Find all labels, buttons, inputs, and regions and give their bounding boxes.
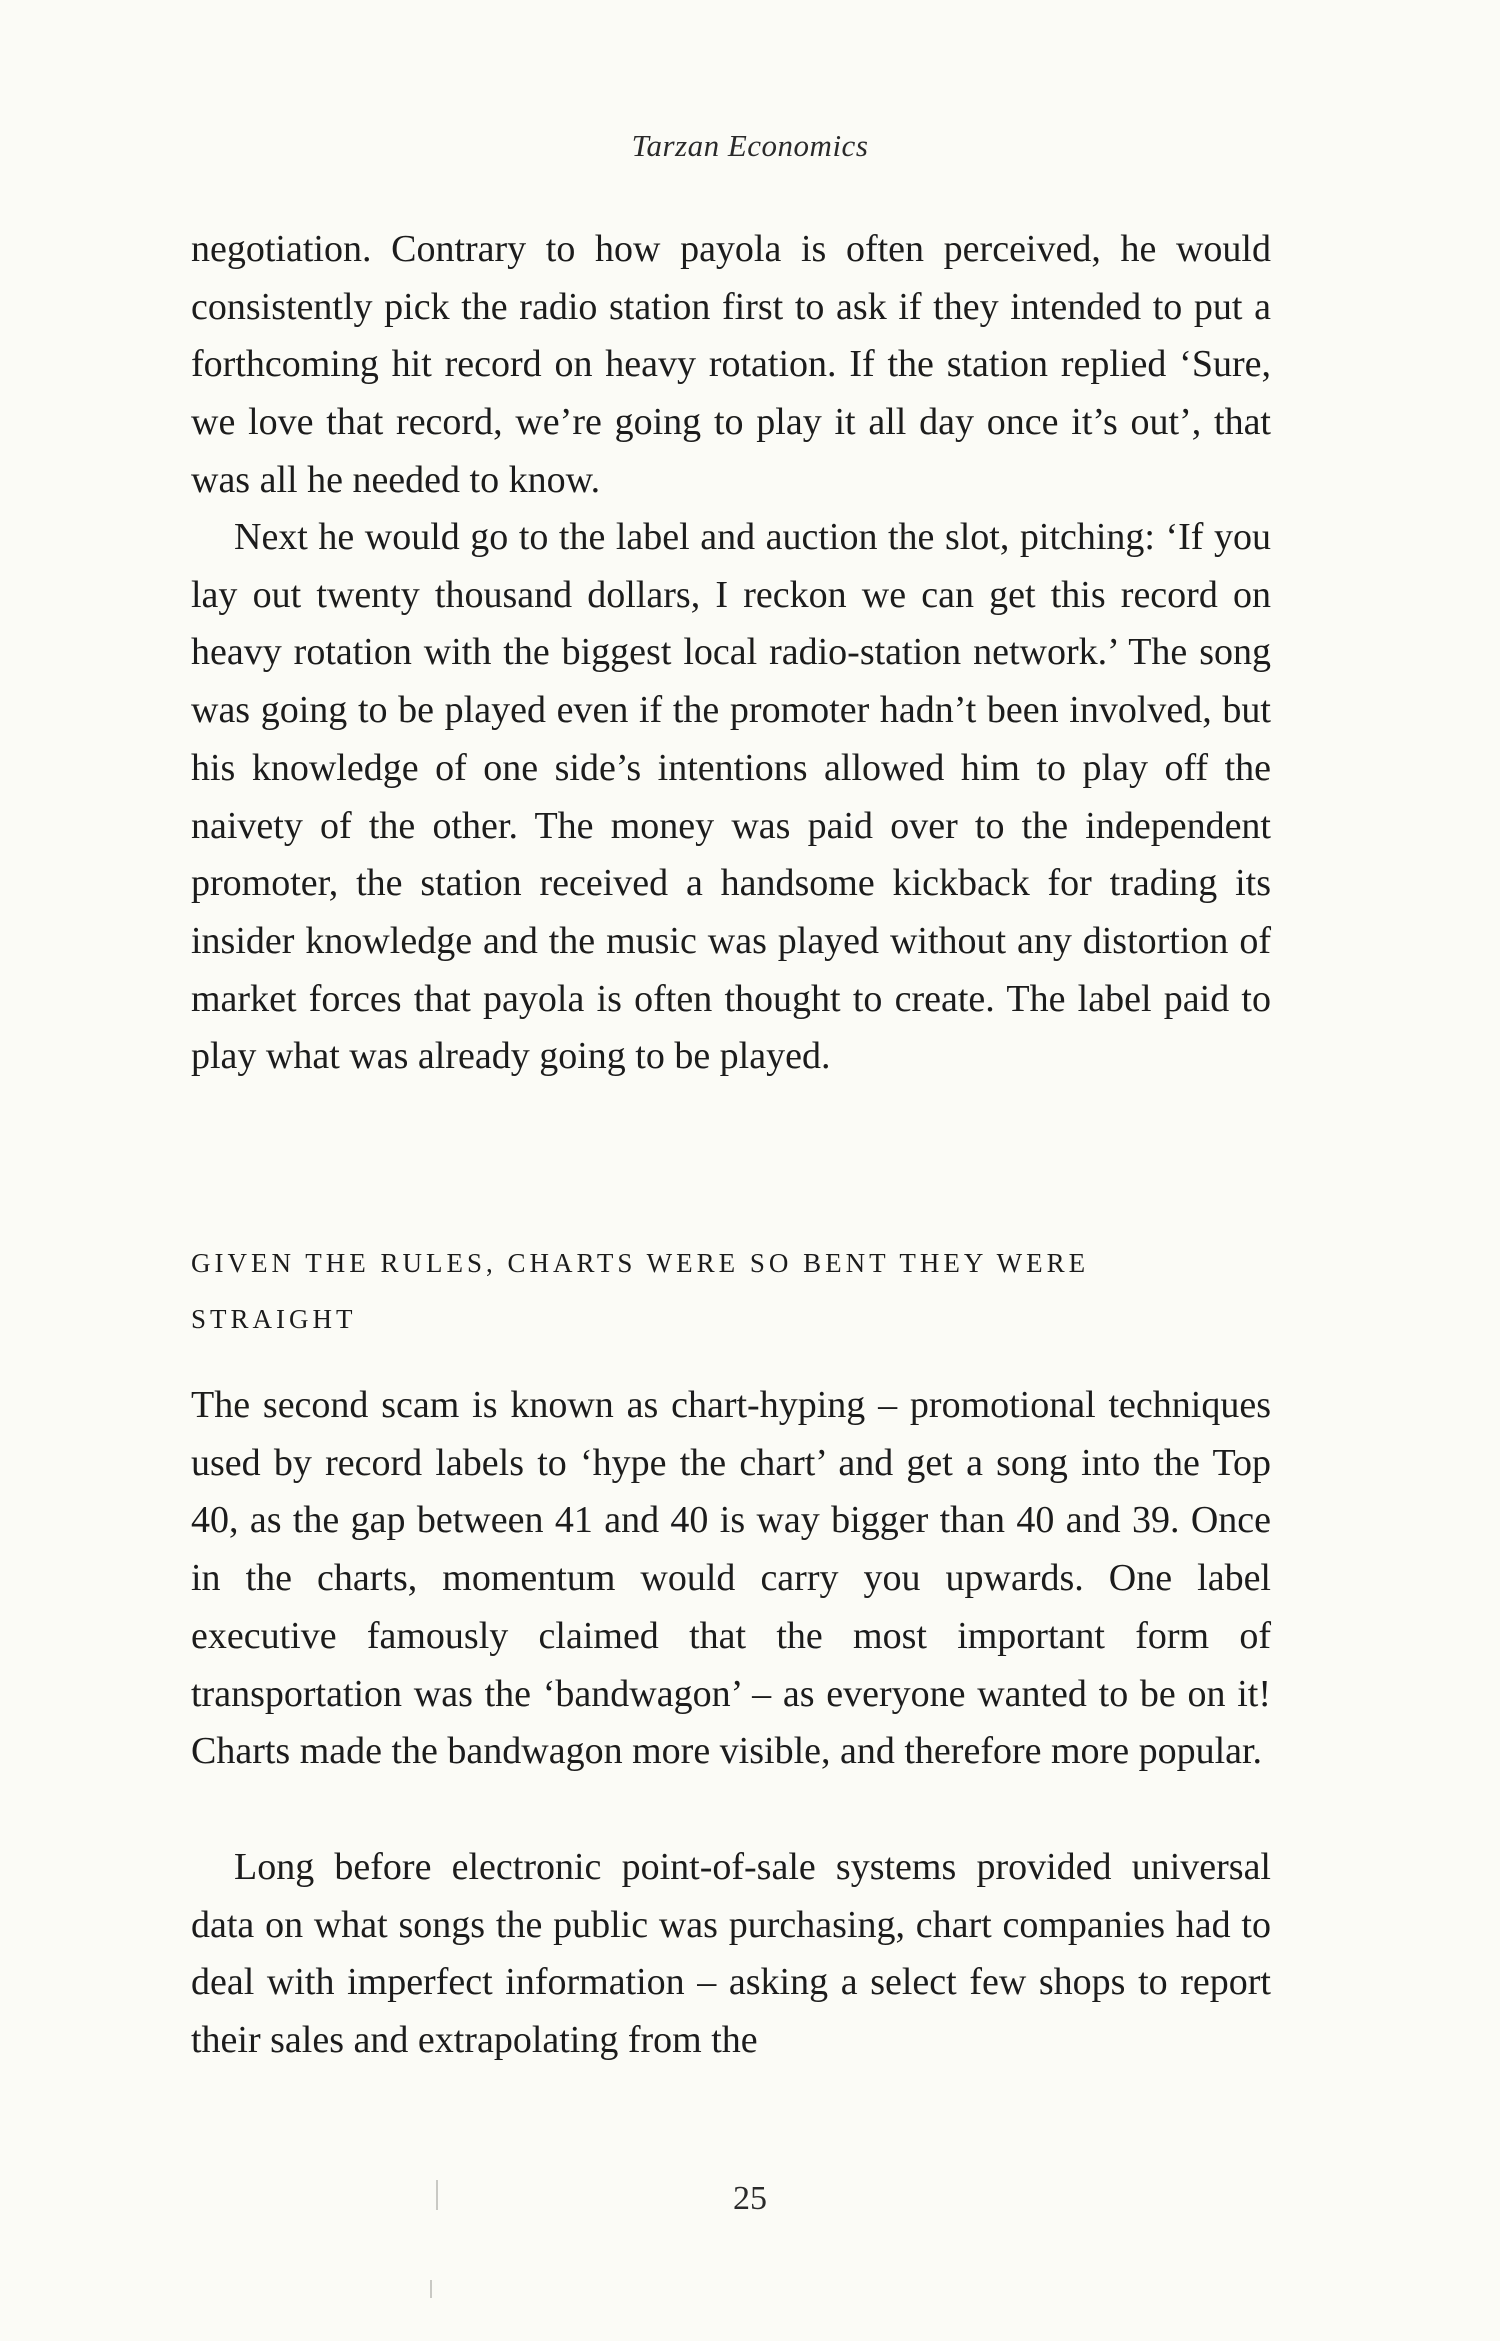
paragraph-2: Next he would go to the label and auction the slot, pitching: ‘If you lay out twenty thousand dollars, I reckon we can get this record on heavy rotation with the biggest local radio-station network.’ The song was going to be played even if the promoter hadn’t been involved, but his knowledge of one side’s intentions allowed him to play off the naivety of the other. The money was paid over to the independent promoter, the station received a handsome kickback for trading its insider knowledge and the music was played without any distortion of market forces that payola is often thought to create. The label paid to play what was already going to be played. [191, 516, 1271, 1078]
page-number: 25 [733, 2180, 767, 2217]
scan-mark [430, 2280, 432, 2298]
scan-mark [436, 2180, 438, 2210]
paragraph-1: negotiation. Contrary to how payola is often perceived, he would consistently pick the radio station first to ask if they intended to put a forthcoming hit record on heavy rotation. If the station replied ‘Sure, we love that record, we’re going to play it all day once it’s out’, that was all he needed to know. [191, 228, 1271, 501]
paragraph-3: The second scam is known as chart-hyping – promotional techniques used by record labels to ‘hype the chart’ and get a song into the Top 40, as the gap between 41 and 40 is way bigger than 40 and 39. Once in the charts, momentum would carry you upwards. One label executive famously claimed that the most important form of transportation was the ‘bandwagon’ – as everyone wanted to be on it! Charts made the bandwagon more visible, and therefore more popular. [191, 1384, 1271, 1773]
section-heading: GIVEN THE RULES, CHARTS WERE SO BENT THEY WERE STRAIGHT [191, 1248, 1090, 1334]
running-head: Tarzan Economics [631, 128, 869, 163]
paragraph-4: Long before electronic point-of-sale systems provided universal data on what songs the public was purchasing, chart companies had to deal with imperfect information – asking a select few shops to report their sales and extrapolating from the [191, 1846, 1271, 2062]
